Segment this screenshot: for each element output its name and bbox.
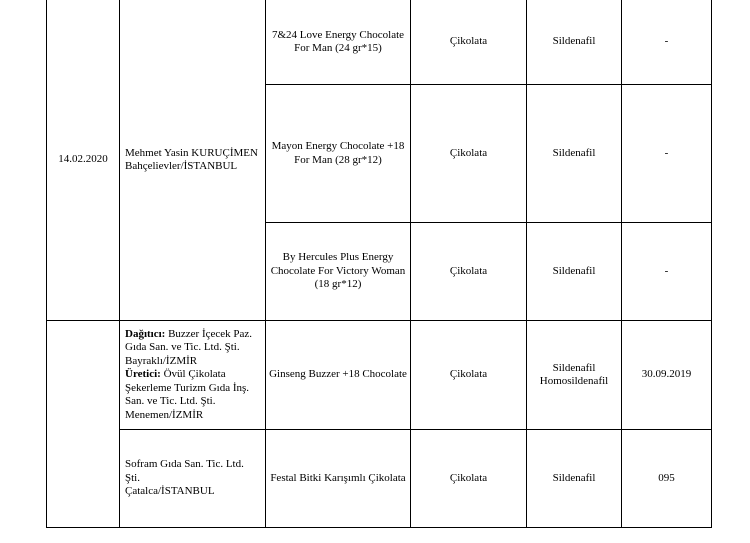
category-text: Çikolata xyxy=(449,264,488,277)
lot-cell xyxy=(622,85,712,223)
firm-location: Bahçelievler/İSTANBUL xyxy=(125,160,238,172)
substance-cell xyxy=(527,321,622,430)
distributor-location: Bayraklı/İZMİR xyxy=(125,354,198,367)
distributor-name-cont: Gıda San. ve Tic. Ltd. Şti. xyxy=(125,341,240,354)
lot-text: - xyxy=(664,35,669,48)
lot-cell xyxy=(622,223,712,321)
firm-cell xyxy=(120,321,266,430)
firm-name: Sofram Gıda San. Tic. Ltd. xyxy=(125,458,244,471)
category-text: Çikolata xyxy=(449,368,488,381)
product-cell xyxy=(266,0,411,85)
product-name: 7&24 Love Energy Chocolate For Man (24 gr*15) xyxy=(271,28,405,54)
category-cell xyxy=(411,85,527,223)
producer-location: Menemen/İZMİR xyxy=(125,408,204,421)
category-text: Çikolata xyxy=(449,35,488,48)
date-text: 14.02.2020 xyxy=(58,153,108,166)
category-cell xyxy=(411,0,527,85)
lot-text: 095 xyxy=(658,471,675,484)
date-cell-continued xyxy=(47,321,120,528)
lot-cell xyxy=(622,0,712,85)
producer-label: Üretici: xyxy=(125,368,161,381)
category-cell xyxy=(411,321,527,430)
substance-cell xyxy=(527,223,622,321)
product-cell xyxy=(266,223,411,321)
firm-name-cont: Şti. xyxy=(125,471,140,484)
substance-text: Sildenafil xyxy=(552,471,596,484)
recall-table xyxy=(46,0,712,528)
category-text: Çikolata xyxy=(449,471,488,484)
distributor-name: Buzzer İçecek Paz. xyxy=(165,327,253,340)
product-cell xyxy=(266,85,411,223)
lot-cell xyxy=(622,430,712,528)
lot-cell xyxy=(622,321,712,430)
lot-text: - xyxy=(664,264,669,277)
product-name: By Hercules Plus Energy Chocolate For Victory Woman (18 gr*12) xyxy=(270,251,406,291)
distributor-line xyxy=(125,328,263,342)
substance-text: Sildenafil xyxy=(552,264,596,277)
distributor-label: Dağıtıcı: xyxy=(125,327,166,340)
product-name: Mayon Energy Chocolate +18 For Man (28 gr*12) xyxy=(271,140,405,166)
producer-name: Övül Çikolata xyxy=(160,368,226,381)
firm-cell xyxy=(120,0,266,321)
firm-name: Mehmet Yasin KURUÇİMEN xyxy=(125,146,258,159)
producer-line xyxy=(125,368,263,382)
product-name: Festal Bitki Karışımlı Çikolata xyxy=(270,471,406,484)
substance-text: Homosildenafil xyxy=(539,375,609,387)
date-cell xyxy=(47,0,120,321)
firm-location: Çatalca/İSTANBUL xyxy=(125,485,215,498)
category-cell xyxy=(411,223,527,321)
product-cell xyxy=(266,321,411,430)
product-name: Ginseng Buzzer +18 Chocolate xyxy=(269,368,407,381)
substance-cell xyxy=(527,85,622,223)
product-cell xyxy=(266,430,411,528)
lot-text: 30.09.2019 xyxy=(641,368,692,381)
table-row xyxy=(47,430,712,528)
substance-cell xyxy=(527,0,622,85)
substance-cell xyxy=(527,430,622,528)
substance-text: Sildenafil xyxy=(552,35,596,48)
table-row xyxy=(47,0,712,85)
producer-name-cont: San. ve Tic. Ltd. Şti. xyxy=(125,395,216,408)
category-text: Çikolata xyxy=(449,146,488,159)
substance-text: Sildenafil xyxy=(552,146,596,159)
firm-cell xyxy=(120,430,266,528)
category-cell xyxy=(411,430,527,528)
substance-text: Sildenafil xyxy=(552,361,596,374)
lot-text: - xyxy=(664,146,669,159)
producer-name-cont: Şekerleme Turizm Gıda İnş. xyxy=(125,381,250,394)
table-row xyxy=(47,321,712,430)
